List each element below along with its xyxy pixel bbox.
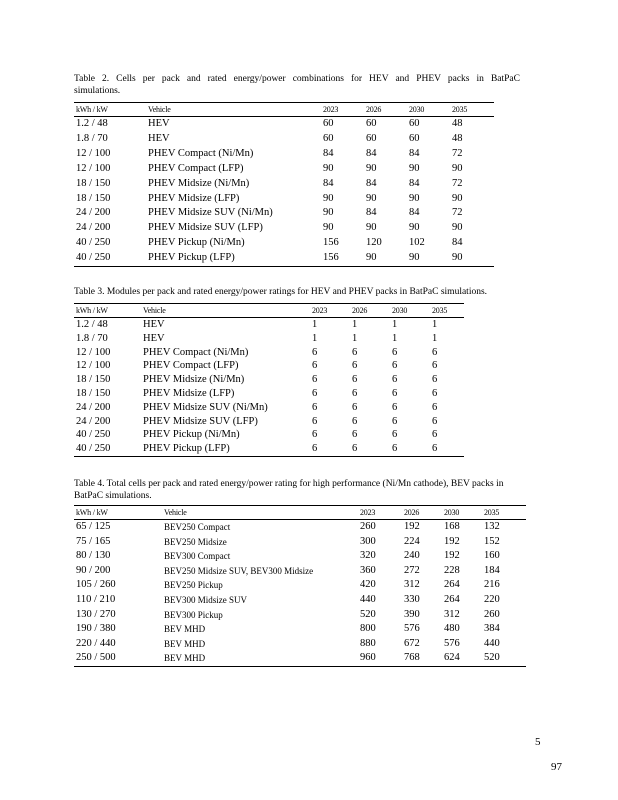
table2-cell-y2030: 84 bbox=[409, 207, 420, 219]
table-row bbox=[74, 564, 526, 579]
table3-cell-y2023: 6 bbox=[312, 429, 318, 441]
table4-cell-y2030: 480 bbox=[444, 623, 460, 635]
table3-cell-vehicle: PHEV Pickup (Ni/Mn) bbox=[143, 429, 240, 441]
table2-cell-rating: 40 / 250 bbox=[76, 237, 111, 249]
table4-header-rating: kWh / kW bbox=[74, 506, 162, 520]
table2-cell-vehicle: PHEV Midsize SUV (Ni/Mn) bbox=[148, 207, 273, 219]
table3-cell-y2023: 6 bbox=[312, 387, 318, 399]
table4-header-y2035: 2035 bbox=[482, 506, 526, 520]
table2-cell-y2035: 84 bbox=[452, 237, 463, 249]
table4-cell-y2030: 576 bbox=[444, 637, 460, 649]
table-row bbox=[74, 387, 464, 401]
table3-cell-y2030: 6 bbox=[392, 374, 398, 386]
table4-cell-y2023: 440 bbox=[360, 593, 376, 605]
table4-header-vehicle: Vehicle bbox=[162, 506, 358, 520]
table4-cell-y2023: 320 bbox=[360, 550, 376, 562]
table3-cell-rating: 12 / 100 bbox=[76, 346, 111, 358]
table2-cell-vehicle: PHEV Midsize (Ni/Mn) bbox=[148, 177, 250, 189]
table3-cell-rating: 1.2 / 48 bbox=[76, 319, 108, 330]
table3-cell-y2026: 1 bbox=[352, 332, 358, 344]
table-row bbox=[74, 162, 494, 177]
table2-cell-vehicle: PHEV Midsize (LFP) bbox=[148, 192, 240, 204]
table-row bbox=[74, 608, 526, 623]
table-row bbox=[74, 535, 526, 550]
table3-cell-y2026: 6 bbox=[352, 429, 358, 441]
table3-cell-rating: 18 / 150 bbox=[76, 387, 111, 399]
table4-cell-vehicle: BEV MHD bbox=[164, 638, 206, 649]
table4-cell-y2023: 300 bbox=[360, 535, 376, 547]
table2-cell-vehicle: PHEV Compact (Ni/Mn) bbox=[148, 147, 254, 159]
table4-cell-rating: 80 / 130 bbox=[76, 550, 111, 562]
table4-cell-y2030: 228 bbox=[444, 564, 460, 576]
table3-cell-y2023: 6 bbox=[312, 415, 318, 427]
table4-cell-y2023: 520 bbox=[360, 608, 376, 620]
table4-header-y2023: 2023 bbox=[358, 506, 402, 520]
table3-cell-y2023: 6 bbox=[312, 346, 318, 358]
table3-cell-y2026: 6 bbox=[352, 387, 358, 399]
table4-cell-y2026: 240 bbox=[404, 550, 420, 562]
table2-cell-y2026: 84 bbox=[366, 147, 377, 159]
table2-cell-y2035: 90 bbox=[452, 222, 463, 234]
table2-cell-y2023: 90 bbox=[323, 222, 334, 234]
table3 bbox=[74, 303, 464, 457]
table4-cell-vehicle: BEV300 Midsize SUV bbox=[164, 594, 247, 605]
table2-cell-y2026: 84 bbox=[366, 177, 377, 189]
table3-cell-rating: 18 / 150 bbox=[76, 374, 111, 386]
table4-cell-y2035: 220 bbox=[484, 593, 500, 605]
table4-cell-vehicle: BEV250 Midsize bbox=[164, 536, 227, 547]
table-row bbox=[74, 177, 494, 192]
table3-cell-y2030: 6 bbox=[390, 442, 430, 456]
table3-cell-vehicle: PHEV Midsize (Ni/Mn) bbox=[143, 374, 245, 386]
table4-cell-vehicle: BEV300 Pickup bbox=[164, 609, 223, 620]
table2-header-row bbox=[74, 103, 494, 117]
table4-cell-rating: 220 / 440 bbox=[76, 637, 116, 649]
table2-cell-vehicle: HEV bbox=[148, 132, 170, 144]
table3-cell-rating: 12 / 100 bbox=[76, 360, 111, 372]
table4-header-y2026: 2026 bbox=[402, 506, 442, 520]
table-row bbox=[74, 318, 464, 332]
table-row bbox=[74, 117, 494, 132]
table2-cell-y2023: 60 bbox=[323, 118, 334, 129]
table4-cell-y2030: 192 bbox=[444, 535, 460, 547]
table2-cell-y2030: 84 bbox=[409, 147, 420, 159]
table3-cell-y2026: 6 bbox=[352, 346, 358, 358]
table3-cell-vehicle: PHEV Pickup (LFP) bbox=[141, 442, 310, 456]
table2-cell-y2030: 60 bbox=[409, 132, 420, 144]
table3-cell-y2035: 6 bbox=[432, 429, 438, 441]
table3-header-y2035: 2035 bbox=[430, 304, 464, 318]
table2-cell-rating: 24 / 200 bbox=[76, 207, 111, 219]
table4-cell-y2035: 520 bbox=[482, 651, 526, 666]
table4-cell-y2026: 224 bbox=[404, 535, 420, 547]
table2-cell-y2035: 72 bbox=[452, 147, 463, 159]
table3-cell-y2035: 6 bbox=[432, 415, 438, 427]
table2-cell-y2030: 90 bbox=[409, 192, 420, 204]
table4-cell-y2026: 390 bbox=[404, 608, 420, 620]
table4-cell-y2026: 672 bbox=[404, 637, 420, 649]
table2-cell-y2030: 90 bbox=[409, 222, 420, 234]
table3-cell-y2035: 6 bbox=[432, 374, 438, 386]
table4-cell-y2023: 420 bbox=[360, 579, 376, 591]
table3-cell-y2030: 6 bbox=[392, 387, 398, 399]
table3-cell-rating: 1.8 / 70 bbox=[76, 332, 108, 344]
table4-cell-rating: 90 / 200 bbox=[76, 564, 111, 576]
table4-cell-rating: 190 / 380 bbox=[76, 623, 116, 635]
table4-cell-y2026: 330 bbox=[404, 593, 420, 605]
table2-header-y2035: 2035 bbox=[450, 103, 494, 117]
table2-cell-rating: 12 / 100 bbox=[76, 147, 111, 159]
table4-cell-vehicle: BEV MHD bbox=[162, 651, 358, 666]
table-row bbox=[74, 401, 464, 415]
table2-header-y2030: 2030 bbox=[407, 103, 450, 117]
table-row bbox=[74, 192, 494, 207]
table3-cell-vehicle: PHEV Compact (Ni/Mn) bbox=[143, 346, 249, 358]
table3-cell-vehicle: PHEV Midsize (LFP) bbox=[143, 387, 235, 399]
table3-cell-y2023: 6 bbox=[312, 360, 318, 372]
table3-cell-y2035: 1 bbox=[432, 319, 438, 330]
table2-cell-y2030: 90 bbox=[409, 162, 420, 174]
table3-cell-y2023: 1 bbox=[312, 319, 318, 330]
table3-header-rating: kWh / kW bbox=[74, 304, 141, 318]
table2-cell-rating: 40 / 250 bbox=[74, 251, 146, 266]
table2-cell-rating: 18 / 150 bbox=[76, 177, 111, 189]
table2-body bbox=[74, 117, 494, 267]
table3-header-row bbox=[74, 304, 464, 318]
table2-cell-vehicle: PHEV Pickup (LFP) bbox=[146, 251, 321, 266]
table2-cell-y2023: 90 bbox=[323, 162, 334, 174]
table-row bbox=[74, 373, 464, 387]
table4-header-row bbox=[74, 506, 526, 520]
table2-cell-vehicle: PHEV Compact (LFP) bbox=[148, 162, 244, 174]
table4-cell-rating: 65 / 125 bbox=[76, 521, 111, 532]
table3-cell-y2035: 6 bbox=[432, 360, 438, 372]
table4-cell-y2023: 960 bbox=[358, 651, 402, 666]
table3-cell-y2035: 6 bbox=[432, 346, 438, 358]
table2-cell-y2030: 102 bbox=[409, 237, 425, 249]
table4-cell-y2030: 312 bbox=[444, 608, 460, 620]
table-row bbox=[74, 236, 494, 251]
table-row bbox=[74, 147, 494, 162]
table-row bbox=[74, 593, 526, 608]
table2-cell-y2030: 90 bbox=[407, 251, 450, 266]
table2-cell-y2035: 72 bbox=[452, 177, 463, 189]
table2-cell-vehicle: HEV bbox=[148, 118, 170, 129]
table2-cell-rating: 1.8 / 70 bbox=[76, 132, 108, 144]
table-row bbox=[74, 221, 494, 236]
table-row bbox=[74, 428, 464, 442]
table4-cell-y2026: 768 bbox=[402, 651, 442, 666]
table2-cell-y2026: 90 bbox=[366, 222, 377, 234]
table3-cell-y2026: 6 bbox=[352, 374, 358, 386]
table2-cell-y2023: 90 bbox=[323, 192, 334, 204]
table3-cell-y2035: 1 bbox=[432, 332, 438, 344]
table2-cell-y2030: 84 bbox=[409, 177, 420, 189]
table3-body bbox=[74, 318, 464, 457]
table2-header-y2026: 2026 bbox=[364, 103, 407, 117]
table4-cell-y2026: 576 bbox=[404, 623, 420, 635]
table-row bbox=[74, 637, 526, 652]
table4-cell-rating: 75 / 165 bbox=[76, 535, 111, 547]
table-row bbox=[74, 415, 464, 429]
table3-cell-y2035: 6 bbox=[432, 401, 438, 413]
table2-cell-y2023: 60 bbox=[323, 132, 334, 144]
table-row bbox=[74, 622, 526, 637]
table-row bbox=[74, 651, 526, 666]
table-row bbox=[74, 442, 464, 456]
table4-cell-y2035: 384 bbox=[484, 623, 500, 635]
table-row bbox=[74, 520, 526, 535]
table2-cell-y2026: 84 bbox=[366, 207, 377, 219]
table4-cell-vehicle: BEV250 Compact bbox=[164, 522, 231, 532]
table3-cell-y2023: 6 bbox=[310, 442, 350, 456]
table4-cell-y2023: 260 bbox=[360, 521, 376, 532]
table3-cell-y2026: 6 bbox=[352, 415, 358, 427]
table2-header-vehicle: Vehicle bbox=[146, 103, 321, 117]
table-row bbox=[74, 132, 494, 147]
table4-cell-y2026: 272 bbox=[404, 564, 420, 576]
table2-cell-vehicle: PHEV Midsize SUV (LFP) bbox=[148, 222, 263, 234]
table2-cell-y2026: 60 bbox=[366, 132, 377, 144]
table2-cell-y2023: 84 bbox=[323, 177, 334, 189]
table4-cell-vehicle: BEV250 Pickup bbox=[164, 580, 223, 591]
table3-cell-y2030: 6 bbox=[392, 429, 398, 441]
table3-cell-y2035: 6 bbox=[430, 442, 464, 456]
table3-cell-y2026: 1 bbox=[352, 319, 358, 330]
table3-cell-rating: 24 / 200 bbox=[76, 401, 111, 413]
table2-cell-rating: 24 / 200 bbox=[76, 222, 111, 234]
table3-header-y2023: 2023 bbox=[310, 304, 350, 318]
table4-header-y2030: 2030 bbox=[442, 506, 482, 520]
table3-cell-rating: 24 / 200 bbox=[76, 415, 111, 427]
table4-cell-y2023: 880 bbox=[360, 637, 376, 649]
table4-cell-rating: 110 / 210 bbox=[76, 593, 116, 605]
table3-caption: Table 3. Modules per pack and rated energy/power ratings for HEV and PHEV packs in BatPaC simulations. bbox=[74, 287, 488, 297]
table2 bbox=[74, 102, 494, 267]
table3-cell-y2026: 6 bbox=[350, 442, 390, 456]
table3-cell-y2030: 6 bbox=[392, 360, 398, 372]
table3-header-vehicle: Vehicle bbox=[141, 304, 310, 318]
table-row bbox=[74, 206, 494, 221]
table-row bbox=[74, 549, 526, 564]
table2-cell-rating: 12 / 100 bbox=[76, 162, 111, 174]
table4-cell-vehicle: BEV300 Compact bbox=[164, 551, 231, 562]
table3-header-y2026: 2026 bbox=[350, 304, 390, 318]
table-row bbox=[74, 346, 464, 360]
table-row bbox=[74, 251, 494, 266]
table3-cell-vehicle: PHEV Midsize SUV (Ni/Mn) bbox=[143, 401, 268, 413]
table2-header-y2023: 2023 bbox=[321, 103, 364, 117]
table4-cell-vehicle: BEV MHD bbox=[164, 624, 206, 635]
table4-cell-y2035: 152 bbox=[484, 535, 500, 547]
table4-cell-y2026: 192 bbox=[404, 521, 420, 532]
table4-cell-y2035: 440 bbox=[484, 637, 500, 649]
table2-cell-y2023: 156 bbox=[321, 251, 364, 266]
table2-cell-rating: 18 / 150 bbox=[76, 192, 111, 204]
table3-cell-y2023: 6 bbox=[312, 374, 318, 386]
table4-cell-y2030: 264 bbox=[444, 593, 460, 605]
table4-cell-y2035: 160 bbox=[484, 550, 500, 562]
table4 bbox=[74, 505, 526, 667]
table3-cell-y2023: 6 bbox=[312, 401, 318, 413]
table2-cell-y2023: 90 bbox=[323, 207, 334, 219]
table3-cell-y2030: 1 bbox=[392, 332, 398, 344]
table2-cell-y2035: 48 bbox=[452, 132, 463, 144]
table2-cell-y2035: 90 bbox=[450, 251, 494, 266]
table4-caption: Table 4. Total cells per pack and rated energy/power rating for high performance (Ni/Mn cathode), BEV packs in BatPaC simulations. bbox=[74, 479, 504, 501]
table2-cell-y2023: 84 bbox=[323, 147, 334, 159]
table3-cell-vehicle: HEV bbox=[143, 319, 165, 330]
table3-cell-vehicle: HEV bbox=[143, 332, 165, 344]
table4-cell-y2035: 132 bbox=[484, 521, 500, 532]
table2-cell-y2026: 90 bbox=[366, 162, 377, 174]
table2-cell-y2026: 120 bbox=[366, 237, 382, 249]
table2-cell-y2026: 90 bbox=[364, 251, 407, 266]
table2-cell-vehicle: PHEV Pickup (Ni/Mn) bbox=[148, 237, 245, 249]
table3-cell-y2030: 1 bbox=[392, 319, 398, 330]
table2-cell-y2023: 156 bbox=[323, 237, 339, 249]
table4-cell-rating: 130 / 270 bbox=[76, 608, 116, 620]
table2-cell-y2035: 90 bbox=[452, 162, 463, 174]
table3-cell-vehicle: PHEV Midsize SUV (LFP) bbox=[143, 415, 258, 427]
table4-cell-y2030: 168 bbox=[444, 521, 460, 532]
table3-cell-y2030: 6 bbox=[392, 346, 398, 358]
table3-cell-y2035: 6 bbox=[432, 387, 438, 399]
table2-cell-y2026: 60 bbox=[366, 118, 377, 129]
table3-cell-y2026: 6 bbox=[352, 401, 358, 413]
table2-cell-y2035: 72 bbox=[452, 207, 463, 219]
table4-cell-y2030: 192 bbox=[444, 550, 460, 562]
table3-cell-rating: 40 / 250 bbox=[76, 429, 111, 441]
table-row bbox=[74, 332, 464, 346]
table-row bbox=[74, 578, 526, 593]
table3-cell-vehicle: PHEV Compact (LFP) bbox=[143, 360, 239, 372]
table2-caption: Table 2. Cells per pack and rated energy/power combinations for HEV and PHEV packs in BatPaC simulations. bbox=[74, 74, 520, 96]
table4-cell-y2035: 260 bbox=[484, 608, 500, 620]
table4-cell-vehicle: BEV250 Midsize SUV, BEV300 Midsize bbox=[164, 565, 314, 576]
table4-cell-y2035: 184 bbox=[484, 564, 500, 576]
table4-cell-y2023: 800 bbox=[360, 623, 376, 635]
table3-cell-y2030: 6 bbox=[392, 401, 398, 413]
table-row bbox=[74, 359, 464, 373]
table4-cell-y2026: 312 bbox=[404, 579, 420, 591]
table2-cell-y2035: 90 bbox=[452, 192, 463, 204]
table2-cell-y2026: 90 bbox=[366, 192, 377, 204]
table3-cell-rating: 40 / 250 bbox=[74, 442, 141, 456]
table2-cell-rating: 1.2 / 48 bbox=[76, 118, 108, 129]
table4-cell-y2023: 360 bbox=[360, 564, 376, 576]
table4-cell-y2030: 624 bbox=[442, 651, 482, 666]
table4-cell-y2030: 264 bbox=[444, 579, 460, 591]
table3-cell-y2026: 6 bbox=[352, 360, 358, 372]
table4-cell-rating: 250 / 500 bbox=[74, 651, 162, 666]
table3-cell-y2030: 6 bbox=[392, 415, 398, 427]
table4-cell-rating: 105 / 260 bbox=[76, 579, 116, 591]
table4-cell-y2035: 216 bbox=[484, 579, 500, 591]
table4-body bbox=[74, 520, 526, 667]
document-page-number: 97 bbox=[551, 761, 562, 773]
table3-cell-y2023: 1 bbox=[312, 332, 318, 344]
table2-header-rating: kWh / kW bbox=[74, 103, 146, 117]
table2-cell-y2030: 60 bbox=[409, 118, 420, 129]
section-page-number: 5 bbox=[535, 736, 541, 748]
table2-cell-y2035: 48 bbox=[452, 118, 463, 129]
table3-header-y2030: 2030 bbox=[390, 304, 430, 318]
